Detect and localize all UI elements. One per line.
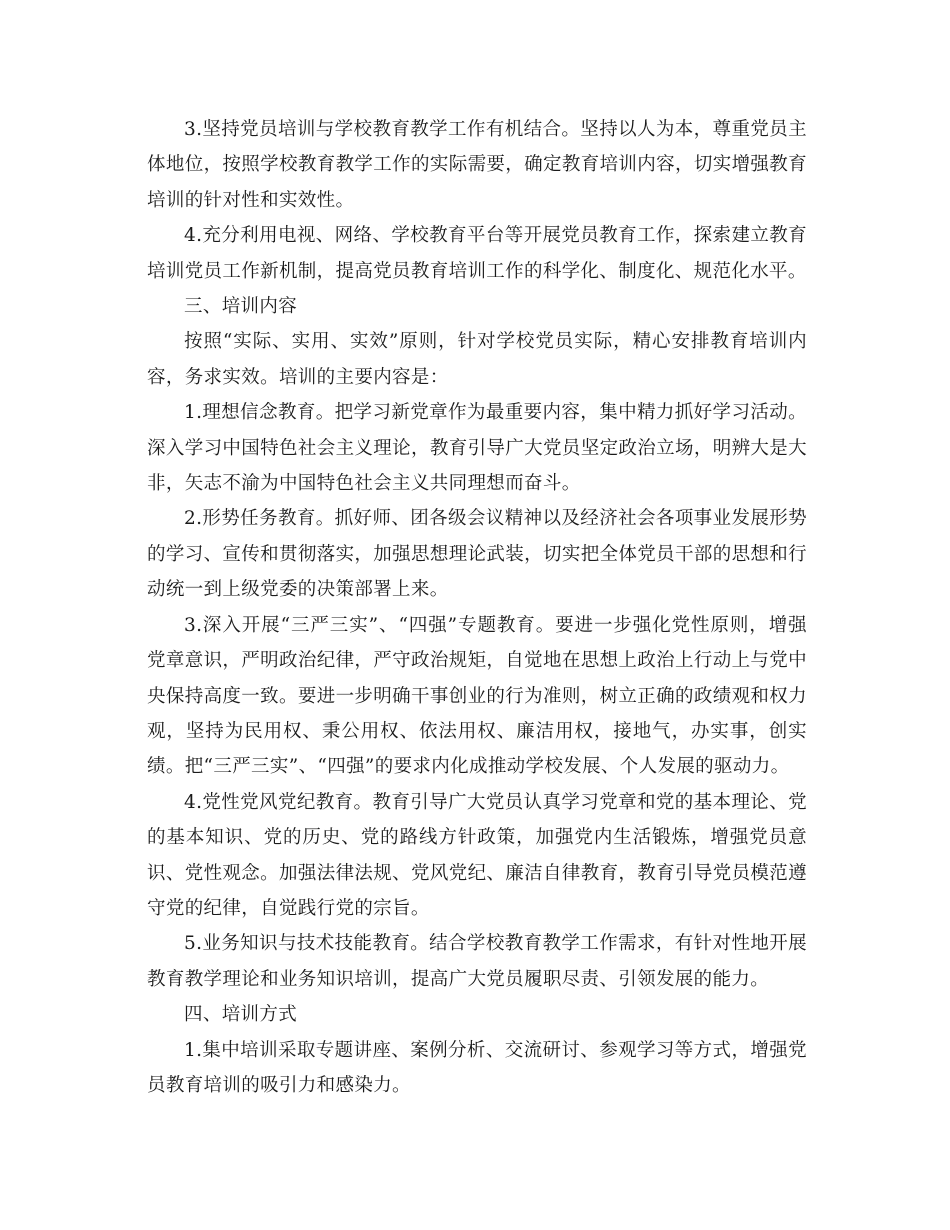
section-heading-training-methods: 四、培训方式 bbox=[184, 1004, 298, 1026]
section-heading-training-content: 三、培训内容 bbox=[184, 296, 298, 318]
paragraph-content-2: 2.形势任务教育。抓好师、团各级会议精神以及经济社会各项事业发展形势的学习、宣传和贯彻落实，加强思想理论武装，切实把全体党员干部的思想和行动统一到上级党委的决策部署上来。 bbox=[147, 508, 807, 601]
document-body bbox=[147, 112, 807, 1103]
paragraph-method-1: 1.集中培训采取专题讲座、案例分析、交流研讨、参观学习等方式，增强党员教育培训的吸引力和感染力。 bbox=[147, 1039, 807, 1096]
paragraph-content-1: 1.理想信念教育。把学习新党章作为最重要内容，集中精力抓好学习活动。深入学习中国特色社会主义理论，教育引导广大党员坚定政治立场，明辨大是大非，矢志不渝为中国特色社会主义共同理想而奋斗。 bbox=[147, 402, 807, 495]
paragraph-content-4: 4.党性党风党纪教育。教育引导广大党员认真学习党章和党的基本理论、党的基本知识、党的历史、党的路线方针政策，加强党内生活锻炼，增强党员意识、党性观念。加强法律法规、党风党纪、廉洁自律教育，教育引导党员模范遵守党的纪律，自觉践行党的宗旨。 bbox=[147, 791, 807, 919]
paragraph-content-5: 5.业务知识与技术技能教育。结合学校教育教学工作需求，有针对性地开展教育教学理论和业务知识培训，提高广大党员履职尽责、引领发展的能力。 bbox=[147, 933, 807, 990]
paragraph-principle-3: 3.坚持党员培训与学校教育教学工作有机结合。坚持以人为本，尊重党员主体地位，按照学校教育教学工作的实际需要，确定教育培训内容，切实增强教育培训的针对性和实效性。 bbox=[147, 119, 807, 211]
paragraph-content-3: 3.深入开展“三严三实”、“四强”专题教育。要进一步强化党性原则，增强党章意识，严明政治纪律，严守政治规矩，自觉地在思想上政治上行动上与党中央保持高度一致。要进一步明确干事创业的行为准则，树立正确的政绩观和权力观，坚持为民用权、秉公用权、依法用权、廉洁用权，接地气，办实事，创实绩。把“三严三实”、“四强”的要求内化成推动学校发展、个人发展的驱动力。 bbox=[147, 614, 807, 778]
paragraph-content-intro: 按照“实际、实用、实效”原则，针对学校党员实际，精心安排教育培训内容，务求实效。培训的主要内容是： bbox=[147, 331, 807, 388]
paragraph-principle-4: 4.充分利用电视、网络、学校教育平台等开展党员教育工作，探索建立教育培训党员工作新机制，提高党员教育培训工作的科学化、制度化、规范化水平。 bbox=[147, 225, 807, 282]
